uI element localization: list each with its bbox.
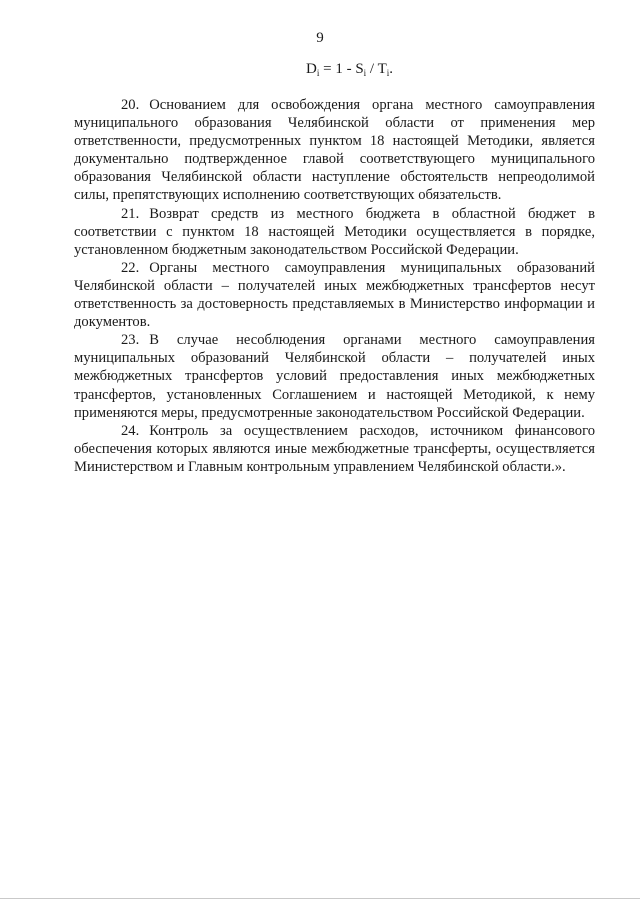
formula-lhs: D xyxy=(306,61,317,77)
paragraph-number: 23. xyxy=(121,332,140,349)
paragraph-24 xyxy=(74,422,595,476)
scan-edge-line xyxy=(0,898,640,899)
paragraph-20 xyxy=(74,96,595,205)
paragraph-22 xyxy=(74,259,595,331)
page-number: 9 xyxy=(316,30,324,46)
paragraph-23 xyxy=(74,331,595,421)
paragraph-number: 24. xyxy=(121,422,140,439)
paragraph-text: Органы местного самоуправления муниципальных образований Челябинской области – получателей иных межбюджетных трансфертов несут ответственность за достоверность представляемых в Министерство информации и документов. xyxy=(74,259,595,331)
paragraph-text: В случае несоблюдения органами местного самоуправления муниципальных образований Челябинской области – получателей иных межбюджетных трансфертов условий предоставления иных межбюджетных трансфертов, установленных Соглашением и настоящей Методикой, к нему применяются меры, предусмотренные законодательством Российской Федерации. xyxy=(74,332,595,421)
document-body xyxy=(74,96,595,476)
paragraph-number: 20. xyxy=(121,97,140,113)
formula-t-subscript: i xyxy=(386,68,390,78)
formula-lhs-subscript: i xyxy=(316,68,320,78)
formula-s-subscript: i xyxy=(363,68,367,78)
paragraph-21 xyxy=(74,205,595,259)
paragraph-text: Возврат средств из местного бюджета в областной бюджет в соответствии с пунктом 18 настоящей Методики осуществляется в порядке, установленном бюджетным законодательством Российской Федерации. xyxy=(74,205,595,258)
formula-divide-part: / T xyxy=(366,61,387,77)
formula xyxy=(306,61,393,78)
paragraph-text: Основанием для освобождения органа местного самоуправления муниципального образования Челябинской области от применения мер ответственности, предусмотренных пунктом 18 настоящей Методики, является документально подтвержденное главой соответствующего муниципального образования Челябинской области наступление обстоятельств непреодолимой силы, препятствующих исполнению соответствующих обязательств. xyxy=(74,97,595,204)
formula-equals-part: = 1 - S xyxy=(319,61,364,77)
paragraph-number: 21. xyxy=(121,205,140,222)
paragraph-number: 22. xyxy=(121,259,140,276)
formula-end: . xyxy=(389,61,393,77)
paragraph-text: Контроль за осуществлением расходов, источником финансового обеспечения которых являются иные межбюджетные трансферты, осуществляется Министерством и Главным контрольным управлением Челябинской области.». xyxy=(74,422,595,475)
